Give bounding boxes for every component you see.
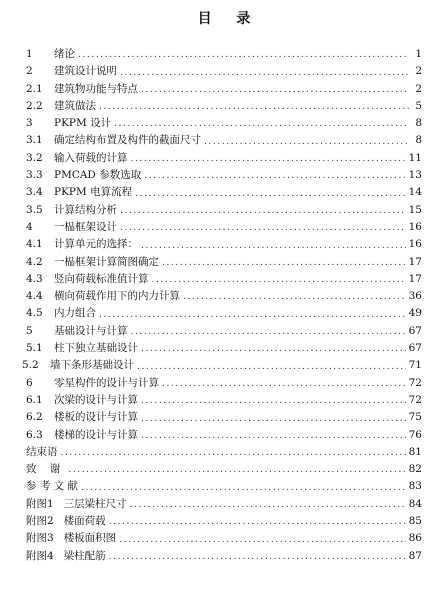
toc-entry-page: 72 xyxy=(408,376,422,389)
toc-entry-title: 计算结构分析 xyxy=(54,203,117,216)
toc-entry-title: 建筑物功能与特点 xyxy=(54,82,138,95)
toc-entry-page: 16 xyxy=(408,238,422,251)
toc-entry-number: 附图1 xyxy=(26,497,54,510)
toc-entry-page: 8 xyxy=(415,117,422,130)
toc-entry-title: 楼板面积图 xyxy=(63,532,117,545)
toc-dot-leader xyxy=(135,184,406,201)
toc-entry-page: 75 xyxy=(408,411,422,424)
toc-entry-page: 71 xyxy=(408,359,422,372)
toc-entry-page: 76 xyxy=(408,428,422,441)
toc-entry-title: 内力组合 xyxy=(54,307,96,320)
toc-entry-page: 5 xyxy=(415,99,422,112)
toc-entry-title: 致 谢 xyxy=(26,463,66,476)
toc-entry-number: 5 xyxy=(26,324,33,337)
toc-entry-title: 参 考 文 献 xyxy=(26,480,79,493)
toc-entry[interactable] xyxy=(26,236,422,253)
toc-entry[interactable] xyxy=(26,375,422,392)
toc-dot-leader xyxy=(109,513,406,530)
toc-entry-title: 一榀框架设计 xyxy=(54,220,117,233)
toc-entry-title: 柱下独立基础设计 xyxy=(54,342,138,355)
toc-entry[interactable] xyxy=(26,444,422,461)
toc-entry[interactable] xyxy=(26,496,422,513)
toc-entry-number: 4 xyxy=(26,220,33,233)
toc-dot-leader xyxy=(131,150,406,167)
toc-entry-title: 计算单元的选择： xyxy=(54,238,138,251)
toc-entry-page: 36 xyxy=(408,290,422,303)
toc-entry-title: 输入荷载的计算 xyxy=(54,151,128,164)
toc-entry-title: 基础设计与计算 xyxy=(54,324,128,337)
toc-entry-number: 3.1 xyxy=(26,134,43,147)
toc-entry-title: 楼面荷载 xyxy=(63,515,106,528)
toc-entry[interactable] xyxy=(26,115,422,132)
toc-entry-title: 零星构件的设计与计算 xyxy=(54,376,159,389)
toc-entry-number: 4.3 xyxy=(26,272,43,285)
toc-entry-page: 81 xyxy=(408,445,422,458)
toc-entry-number: 3 xyxy=(26,117,33,130)
toc-entry-number: 5.2 xyxy=(22,359,39,372)
toc-entry-page: 8 xyxy=(415,134,422,147)
toc-entry-page: 13 xyxy=(408,169,422,182)
toc-entry-number: 3.4 xyxy=(26,186,43,199)
toc-dot-leader xyxy=(152,271,406,288)
toc-entry[interactable] xyxy=(26,340,422,357)
toc-dot-leader xyxy=(141,392,406,409)
toc-dot-leader xyxy=(78,46,409,63)
toc-entry-title: 结束语 xyxy=(26,445,58,458)
toc-entry[interactable] xyxy=(26,81,422,98)
toc-dot-leader xyxy=(119,530,405,547)
toc-entry-title: 墙下条形基础设计 xyxy=(50,359,134,372)
toc-entry-page: 11 xyxy=(408,151,422,164)
toc-entry-number: 6.3 xyxy=(26,428,43,441)
toc-dot-leader xyxy=(137,357,406,374)
toc-entry-number: 3.2 xyxy=(26,151,43,164)
toc-dot-leader xyxy=(120,219,406,236)
toc-entry[interactable] xyxy=(26,46,422,63)
toc-entry-title: 绪论 xyxy=(54,48,75,60)
toc-entry-page: 87 xyxy=(408,549,422,562)
toc-entry-number: 附图4 xyxy=(26,549,54,562)
toc-entry-number: 6.2 xyxy=(26,411,43,424)
toc-entry-number: 4.5 xyxy=(26,307,43,320)
toc-entry[interactable] xyxy=(26,219,422,236)
toc-entry-number: 3.5 xyxy=(26,203,43,216)
toc-dot-leader xyxy=(141,81,409,98)
toc-entry[interactable] xyxy=(26,392,422,409)
toc-entry-number: 2.2 xyxy=(26,99,43,112)
toc-entry-title: 确定结构布置及构件的截面尺寸 xyxy=(54,134,201,147)
toc-entry[interactable] xyxy=(26,98,422,115)
toc-entry-page: 17 xyxy=(408,255,422,268)
toc-dot-leader xyxy=(204,132,409,149)
toc-entry-page: 85 xyxy=(408,515,422,528)
toc-dot-leader xyxy=(81,478,406,495)
toc-entry-page: 17 xyxy=(408,272,422,285)
toc-entry-page: 86 xyxy=(408,532,422,545)
toc-entry-number: 4.2 xyxy=(26,255,43,268)
toc-entry-title: 建筑做法 xyxy=(54,99,96,112)
toc-dot-leader xyxy=(141,409,406,426)
toc-entry-page: 49 xyxy=(408,307,422,320)
toc-entry-title: PMCAD 参数选取 xyxy=(54,169,142,182)
toc-entry[interactable] xyxy=(26,530,422,547)
toc-entry[interactable] xyxy=(26,63,422,80)
toc-dot-leader xyxy=(131,323,406,340)
toc-entry-page: 67 xyxy=(408,342,422,355)
toc-entry[interactable] xyxy=(26,305,422,322)
toc-entry[interactable] xyxy=(26,202,422,219)
toc-dot-leader xyxy=(162,375,406,392)
toc-entry-title: 建筑设计说明 xyxy=(54,65,117,78)
toc-entry-title: 楼梯的设计与计算 xyxy=(54,428,138,441)
toc-entry-number: 6.1 xyxy=(26,393,43,406)
toc-entry-page: 16 xyxy=(408,220,422,233)
toc-dot-leader xyxy=(144,167,405,184)
toc-dot-leader xyxy=(99,98,409,115)
toc-entry[interactable] xyxy=(26,513,422,530)
toc-entry-title: 竖向荷载标准值计算 xyxy=(54,272,149,285)
toc-entry-number: 附图2 xyxy=(26,515,54,528)
toc-entry-number: 附图3 xyxy=(26,532,54,545)
toc-entry-number: 1 xyxy=(26,48,33,60)
toc-dot-leader xyxy=(141,340,406,357)
toc-dot-leader xyxy=(109,548,406,565)
toc-entry-page: 2 xyxy=(415,65,422,78)
toc-entry-page: 2 xyxy=(415,82,422,95)
toc-entry[interactable] xyxy=(26,548,422,565)
toc-entry-number: 2.1 xyxy=(26,82,43,95)
toc-entry-number: 4.4 xyxy=(26,290,43,303)
toc-entry[interactable] xyxy=(26,132,422,149)
toc-entry-title: PKPM 设计 xyxy=(54,117,112,130)
toc-entry[interactable] xyxy=(26,461,422,478)
toc-entry-page: 84 xyxy=(408,497,422,510)
toc-dot-leader xyxy=(183,288,406,305)
toc-entry-title: 三层梁柱尺寸 xyxy=(63,497,127,510)
toc-dot-leader xyxy=(120,202,406,219)
toc-entry-title: 楼板的设计与计算 xyxy=(54,411,138,424)
toc-entry-page: 67 xyxy=(408,324,422,337)
toc-entry[interactable] xyxy=(26,254,422,271)
page-title: 目 录 xyxy=(197,11,261,27)
toc-dot-leader xyxy=(141,427,406,444)
toc-entry[interactable] xyxy=(22,357,422,374)
toc-entry-page: 82 xyxy=(408,463,422,476)
toc-entry-title: 横向荷载作用下的内力计算 xyxy=(54,290,180,303)
toc-list xyxy=(22,46,422,565)
toc-entry-page: 83 xyxy=(408,480,422,493)
toc-entry[interactable] xyxy=(26,167,422,184)
toc-dot-leader xyxy=(120,63,409,80)
toc-entry[interactable] xyxy=(26,427,422,444)
toc-dot-leader xyxy=(141,236,406,253)
toc-dot-leader xyxy=(114,115,409,132)
toc-entry-page: 15 xyxy=(408,203,422,216)
toc-entry-number: 5.1 xyxy=(26,342,43,355)
toc-entry-title: 一榀框架计算简图确定 xyxy=(54,255,159,268)
toc-entry[interactable] xyxy=(26,150,422,167)
toc-entry-page: 14 xyxy=(408,186,422,199)
toc-entry-number: 6 xyxy=(26,376,33,389)
toc-dot-leader xyxy=(99,305,406,322)
toc-dot-leader xyxy=(130,496,406,513)
toc-entry[interactable] xyxy=(26,288,422,305)
toc-entry[interactable] xyxy=(26,409,422,426)
toc-entry-number: 2 xyxy=(26,65,33,78)
toc-entry[interactable] xyxy=(26,323,422,340)
toc-entry-title: PKPM 电算流程 xyxy=(54,186,133,199)
toc-entry-number: 3.3 xyxy=(26,169,43,182)
toc-entry-page: 72 xyxy=(408,393,422,406)
toc-entry-title: 梁柱配筋 xyxy=(63,549,106,562)
toc-entry-number: 4.1 xyxy=(26,238,43,251)
toc-entry[interactable] xyxy=(26,184,422,201)
toc-dot-leader xyxy=(68,461,405,478)
toc-dot-leader xyxy=(162,254,406,271)
toc-entry[interactable] xyxy=(26,478,422,495)
toc-dot-leader xyxy=(61,444,406,461)
toc-entry-title: 次梁的设计与计算 xyxy=(54,393,138,406)
toc-entry-page: 1 xyxy=(415,48,422,60)
toc-entry[interactable] xyxy=(26,271,422,288)
